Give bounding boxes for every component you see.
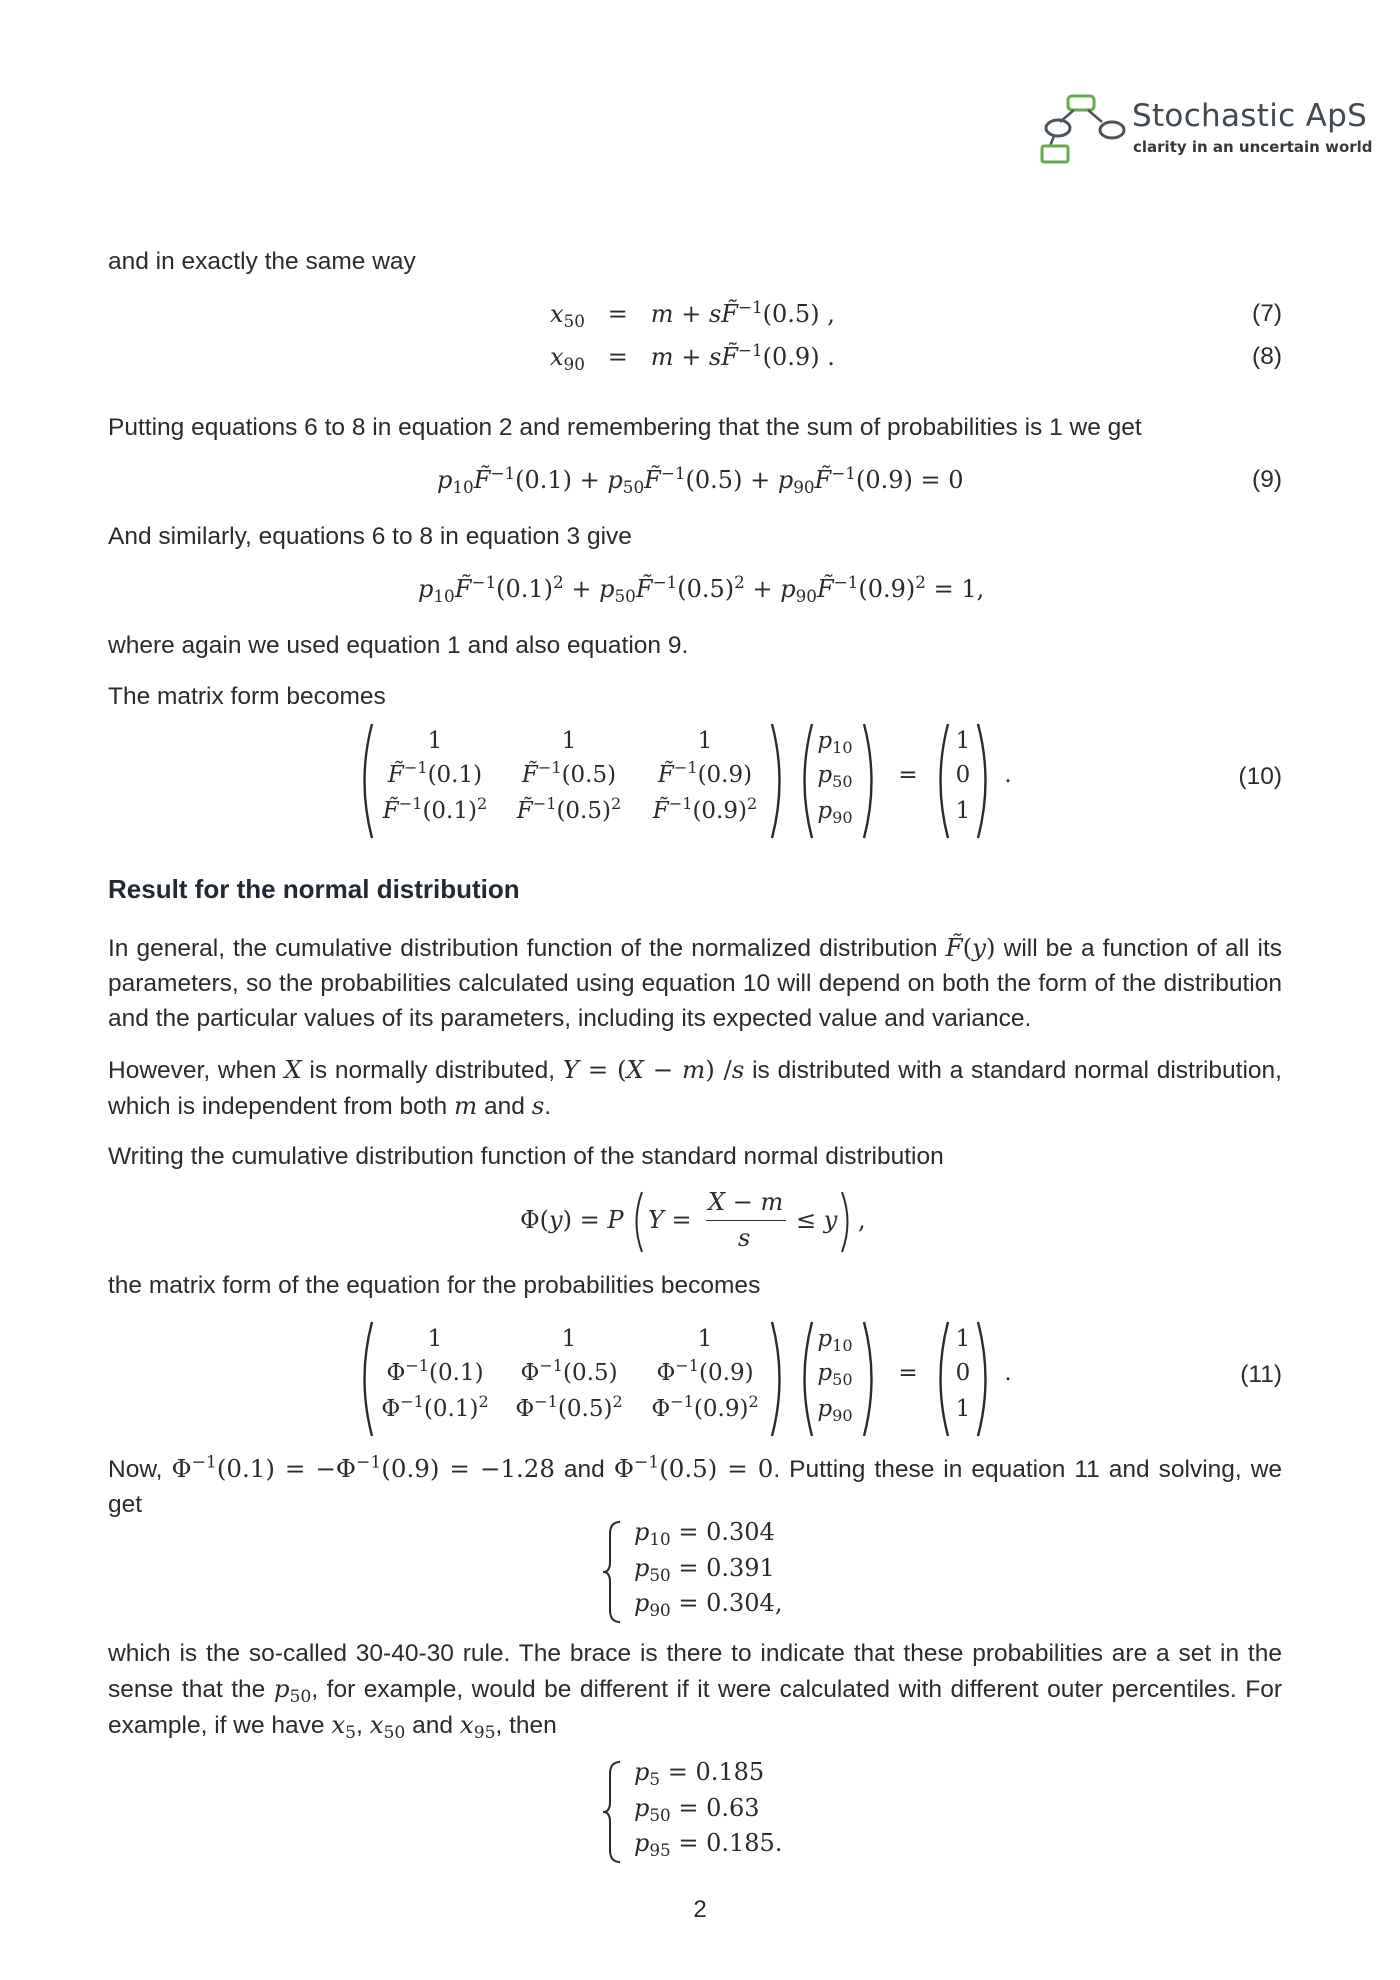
left-brace-icon bbox=[600, 1520, 624, 1624]
paragraph-matrix-form: The matrix form becomes bbox=[108, 683, 386, 710]
paragraph-sum-probabilities: Putting equations 6 to 8 in equation 2 and remembering that the sum of probabilities is 1 we get bbox=[108, 414, 1142, 441]
equation-number-9: (9) bbox=[1252, 466, 1282, 493]
equation-number-11: (11) bbox=[1240, 1361, 1282, 1388]
left-paren-icon bbox=[355, 1320, 375, 1438]
left-paren-icon bbox=[630, 1190, 644, 1254]
paragraph-now-phi-values: Now, $\Phi^{-1}(0.1) = -\Phi^{-1}(0.9) = -1.28$ and $\Phi^{-1}(0.5) = 0$. Putting these in equation 11 and solving, we get bbox=[108, 1452, 1283, 1518]
right-paren-icon bbox=[861, 1320, 881, 1438]
left-brace-icon bbox=[600, 1760, 624, 1864]
left-paren-icon bbox=[795, 722, 815, 840]
equation-number-8: (8) bbox=[1252, 343, 1282, 370]
section-heading: Result for the normal distribution bbox=[108, 874, 520, 904]
right-paren-icon bbox=[769, 1320, 789, 1438]
paragraph-equation-3: And similarly, equations 6 to 8 in equation 3 give bbox=[108, 523, 632, 550]
paragraph-rule-explanation: which is the so-called 30-40-30 rule. The brace is there to indicate that these probabilities are a set in the sense that the $p_{50}$, for example, would be different if it were calculated with different outer percentiles. For example, if we have $x_5$, $x_{50}$ and $x_{95}$, then bbox=[108, 1640, 1282, 1744]
right-paren-icon bbox=[769, 722, 789, 840]
equation-variance: $p_{10}F̃^{-1}(0.1)^2$ + $p_{50}F̃^{-1}(0.5)^2$ + $p_{90}F̃^{-1}(0.9)^2 = 1$, bbox=[418, 571, 985, 607]
solution-set-5-50-95: $p_5 = 0.185$ $p_{50} = 0.63$ $p_{95} = 0.185$. bbox=[600, 1758, 820, 1868]
right-paren-icon bbox=[840, 1190, 854, 1254]
equation-7: $x_{50} = m$ + sF̃$^{-1}$(0.5) , bbox=[550, 296, 835, 332]
page-number: 2 bbox=[693, 1896, 707, 1923]
matrix-equation-10: 1 1 1 F̃$^{-1}$(0.1) F̃$^{-1}$(0.5) F̃$^{-1}$(0.9) $F̃^{-1}(0.1)^2$ $F̃^{-1}(0.5)^2$ $F̃^{-1}(0.9)^2$ $p_{10}$ $p_{50}$ $p_{90}$ = 1 0 1 . bbox=[355, 722, 1055, 842]
logo-name: Stochastic ApS bbox=[1132, 98, 1368, 134]
logo-tagline: clarity in an uncertain world bbox=[1133, 138, 1373, 156]
paragraph-matrix-probabilities: the matrix form of the equation for the probabilities becomes bbox=[108, 1272, 761, 1299]
right-paren-icon bbox=[975, 722, 995, 840]
left-paren-icon bbox=[931, 722, 951, 840]
equation-phi-definition: Φ(y) = P Y = X − m s ≤ y , bbox=[520, 1188, 866, 1252]
equation-number-10: (10) bbox=[1238, 763, 1282, 790]
equation-number-7: (7) bbox=[1252, 300, 1282, 327]
company-logo bbox=[1040, 92, 1373, 172]
logo-mark-icon bbox=[1040, 92, 1130, 168]
paragraph-normal-distributed: However, when X is normally distributed, Y = (X − m) /s is distributed with a standard normal distribution, which is independent from both m and s. bbox=[108, 1055, 1282, 1120]
left-paren-icon bbox=[931, 1320, 951, 1438]
solution-set-30-40-30: $p_{10} = 0.304$ $p_{50} = 0.391$ $p_{90} = 0.304$, bbox=[600, 1518, 820, 1628]
left-paren-icon bbox=[355, 722, 375, 840]
paragraph-again-used: where again we used equation 1 and also equation 9. bbox=[108, 632, 689, 659]
paragraph-general-cdf: In general, the cumulative distribution function of the normalized distribution F̃(y) will be a function of all its parameters, so the probabilities calculated using equation 10 will depend on both the form of the distribution and the particular values of its parameters, including its expected value and variance. bbox=[108, 933, 1282, 1032]
matrix-equation-11: 1 1 1 $\Phi^{-1}(0.1)$ $\Phi^{-1}(0.5)$ $\Phi^{-1}(0.9)$ $\Phi^{-1}(0.1)^2$ $\Phi^{-1}(0.5)^2$ $\Phi^{-1}(0.9)^2$ $p_{10}$ $p_{50}$ $p_{90}$ = 1 0 1 . bbox=[355, 1320, 1055, 1440]
right-paren-icon bbox=[861, 722, 881, 840]
equation-9: $p_{10}F̃^{-1}(0.1)$ + $p_{50}F̃^{-1}(0.5)$ + $p_{90}F̃^{-1}(0.9) = 0$ bbox=[437, 462, 964, 498]
paragraph-standard-normal-cdf: Writing the cumulative distribution function of the standard normal distribution bbox=[108, 1143, 944, 1170]
equation-8: $x_{90} = m$ + sF̃$^{-1}$(0.9) . bbox=[550, 339, 835, 375]
right-paren-icon bbox=[975, 1320, 995, 1438]
paragraph-intro: and in exactly the same way bbox=[108, 248, 416, 275]
left-paren-icon bbox=[795, 1320, 815, 1438]
